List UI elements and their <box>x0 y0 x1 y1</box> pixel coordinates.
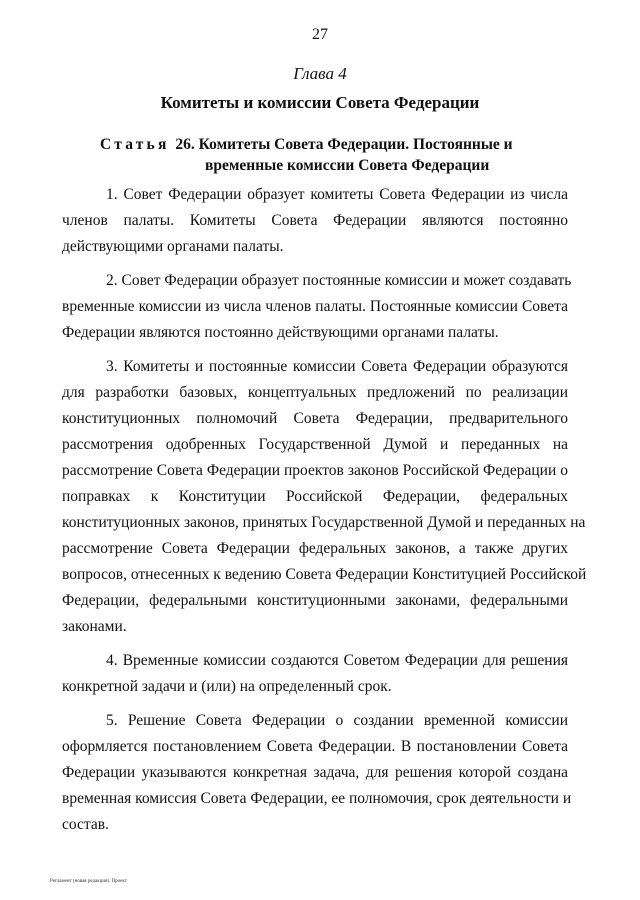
paragraph-line: конституционных законов, принятых Государственной Думой и переданных на <box>62 514 586 531</box>
paragraph-line: 5. Решение Совета Федерации о создании временной комиссии <box>106 712 568 729</box>
paragraph-line: рассмотрение Совета Федерации федеральных законов, а также других <box>62 540 568 557</box>
paragraph-line: Федерации указываются конкретная задача, для решения которой создана <box>62 764 568 781</box>
paragraph-2 <box>62 268 572 346</box>
article-heading <box>100 134 560 176</box>
paragraph-line: рассмотрения одобренных Государственной Думой и переданных на <box>62 436 568 453</box>
article-number-title: 26. Комитеты Совета Федерации. Постоянные и <box>175 136 513 153</box>
article-label: Статья <box>100 136 170 153</box>
paragraph-line: конкретной задачи и (или) на определенный срок. <box>62 678 392 695</box>
paragraph-1 <box>62 182 568 260</box>
paragraph-5 <box>62 708 572 838</box>
paragraph-4 <box>62 648 568 700</box>
chapter-label: Глава 4 <box>293 64 347 83</box>
article-title-line-2: временные комиссии Совета Федерации <box>205 157 490 174</box>
chapter-title: Комитеты и комиссии Совета Федерации <box>160 93 480 112</box>
paragraph-line: Федерации являются постоянно действующими органами палаты. <box>62 324 499 341</box>
paragraph-line: для разработки базовых, концептуальных предложений по реализации <box>62 384 568 401</box>
paragraph-line: 1. Совет Федерации образует комитеты Совета Федерации из числа <box>106 186 568 203</box>
article-body <box>62 182 587 846</box>
paragraph-line: 4. Временные комиссии создаются Советом Федерации для решения <box>106 652 568 669</box>
footer-note: Регламент (новая редакция). Проект <box>50 879 127 884</box>
article-heading-line-1 <box>100 134 560 155</box>
paragraph-3 <box>62 354 587 640</box>
paragraph-line: оформляется постановлением Совета Федерации. В постановлении Совета <box>62 738 568 755</box>
paragraph-line: 2. Совет Федерации образует постоянные комиссии и может создавать <box>106 272 572 289</box>
paragraph-line: действующими органами палаты. <box>62 238 284 255</box>
paragraph-line: поправках к Конституции Российской Федерации, федеральных <box>62 488 568 505</box>
paragraph-line: конституционных полномочий Совета Федерации, предварительного <box>62 410 568 427</box>
paragraph-line: состав. <box>62 816 109 833</box>
page-number: 27 <box>312 26 328 43</box>
paragraph-line: членов палаты. Комитеты Совета Федерации являются постоянно <box>62 212 568 229</box>
paragraph-line: временные комиссии из числа членов палаты. Постоянные комиссии Совета <box>62 298 568 315</box>
paragraph-line: Федерации, федеральными конституционными законами, федеральными <box>62 592 568 609</box>
paragraph-line: временная комиссия Совета Федерации, ее полномочия, срок деятельности и <box>62 790 572 807</box>
paragraph-line: вопросов, отнесенных к ведению Совета Федерации Конституцией Российской <box>62 566 587 583</box>
paragraph-line: законами. <box>62 618 127 635</box>
paragraph-line: 3. Комитеты и постоянные комиссии Совета Федерации образуются <box>106 358 568 375</box>
paragraph-line: рассмотрение Совета Федерации проектов законов Российской Федерации о <box>62 462 568 479</box>
